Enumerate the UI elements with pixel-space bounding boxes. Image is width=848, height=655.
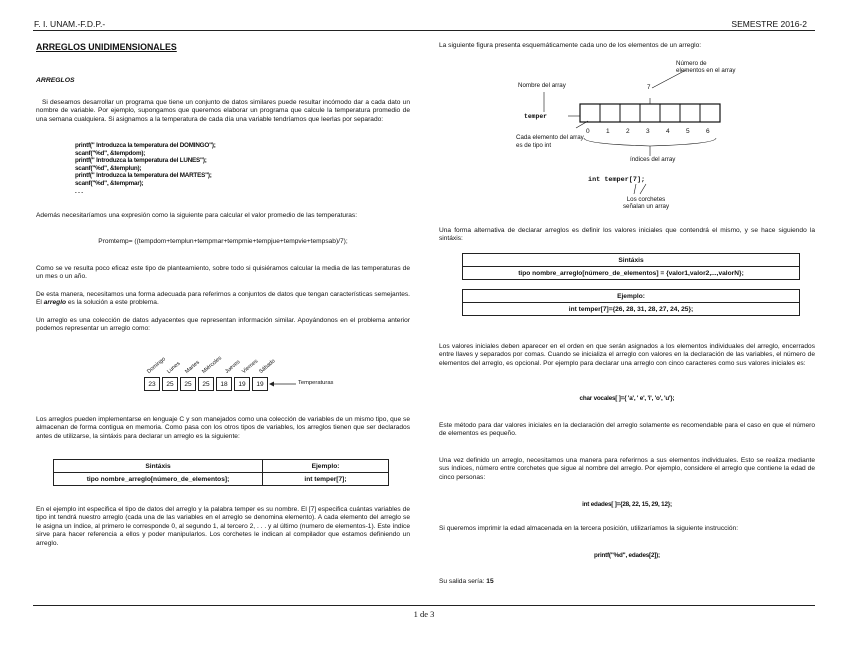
paragraph-inefficient: Como se ve resulta poco eficaz este tipo de planteamiento, sobre todo si quisiéramos calcular la media de las temperaturas de un mes o un año.	[36, 265, 410, 281]
day-label: Martes	[184, 359, 201, 375]
emphasis-arreglo: arreglo	[43, 299, 67, 307]
code-printf: printf("%d", edades[2]);	[594, 552, 660, 559]
example-header: Ejemplo:	[263, 460, 389, 473]
code-block-temps	[75, 142, 405, 195]
array-anatomy-figure	[500, 58, 740, 218]
paragraph-intro: Si deseamos desarrollar un programa que tiene un conjunto de datos similares puede resultar incómodo dar a cada dato un nombre de variable. Por ejemplo, supongamos que queremos elaborar un programa que calcule la temperatura promedio de una semana cualquiera. Si asignamos a la temperatura de cada día una variable tendríamos que leerlas por separado:	[36, 99, 410, 123]
text-run: es la solución a este problema.	[66, 299, 159, 307]
declaration-example: int temper[7];	[588, 176, 646, 184]
temperatures-label: Temperaturas	[298, 380, 334, 386]
paragraph-output	[439, 578, 815, 586]
day-label: Lunes	[166, 360, 182, 375]
code-line: printf(" Introduzca la temperatura del DOMINGO");	[75, 142, 216, 149]
syntax-table-right	[462, 253, 800, 280]
paragraph-alt-declaration: Una forma alternativa de declarar arreglos es definir los valores iniciales que contendrá el mismo, y se hace siguiendo la sintáxis:	[439, 227, 815, 243]
temp-cell: 25	[162, 377, 178, 391]
paragraph-c-arrays: Los arreglos pueden implementarse en lenguaje C y son manejados como una colección de variables de un mismo tipo, que se almacenan de forma contigua en memoria. Como pasa con los otros tipos de variables, los arreglos tienen que ser declarados antes de utilizarse, la sintáxis para declarar un arreglo es la siguiente:	[36, 416, 410, 440]
temp-cell: 19	[252, 377, 268, 391]
example-value: int temper[7]={26, 28, 31, 28, 27, 24, 25};	[463, 303, 800, 316]
syntax-header: Sintáxis	[54, 460, 263, 473]
syntax-value: tipo nombre_arreglo[número_de_elementos] = {valor1,valor2,...,valorN};	[463, 267, 800, 280]
code-vocales: char vocales[ ]={ 'a', ' e', 'i', 'o', 'u'};	[579, 395, 675, 402]
indices-label: índices del array	[630, 156, 676, 163]
paragraph-indices: Una vez definido un arreglo, necesitamos una manera para referirnos a sus elementos individuales. Esto se realiza mediante sus índices, número entre corchetes que sigue al nombre del arreglo. Por ejemplo, considere el arreglo que contiene la edad de cinco personas:	[439, 457, 815, 481]
header-right: SEMESTRE 2016-2	[731, 19, 807, 29]
header-rule	[33, 30, 815, 31]
code-line: printf(" Introduzca la temperatura del LUNES");	[75, 157, 207, 165]
array-index: 5	[686, 128, 690, 135]
array-index: 0	[586, 128, 590, 135]
array-index: 6	[706, 128, 710, 135]
code-line: scanf("%d", &templun);	[75, 164, 142, 172]
formula-promtemp: Promtemp= ((tempdom+templun+tempmar+tempmie+tempjue+tempvie+tempsab)/7);	[98, 238, 348, 245]
text-run: Su salida sería:	[439, 578, 487, 585]
code-line: printf(" Introduzca la temperatura del MARTES");	[75, 172, 212, 180]
day-label: Miércoles	[201, 355, 224, 375]
temperature-array-figure	[140, 345, 350, 397]
example-table-right	[462, 289, 800, 316]
temp-cell: 19	[234, 377, 250, 391]
arrow-left-icon	[268, 379, 298, 389]
code-line: . . .	[75, 187, 83, 195]
code-edades: int edades[ ]={28, 22, 15, 29, 12};	[582, 501, 672, 508]
header-left: F. I. UNAM.-F.D.P.-	[34, 19, 106, 29]
example-header: Ejemplo:	[463, 290, 800, 303]
example-value: int temper[7];	[263, 473, 389, 486]
element-count-label: Número de elementos en el array	[676, 60, 736, 75]
array-index: 1	[606, 128, 610, 135]
temp-cell: 18	[216, 377, 232, 391]
day-label: Viernes	[241, 358, 260, 375]
day-label: Jueves	[224, 359, 242, 375]
paragraph-figure-intro: La siguiente figura presenta esquemáticamente cada uno de los elementos de un arreglo:	[439, 42, 702, 49]
code-line: scanf("%d", &tempmar);	[75, 179, 144, 187]
array-index: 2	[626, 128, 630, 135]
paragraph-initial-values: Los valores iniciales deben aparecer en el orden en que serán asignados a los elementos individuales del arreglo, encerrados entre llaves y separados por comas. Cuando se inicializa el arreglo con valores en la declaración de las variables, el número de elementos del arreglo, es opcional. Por ejemplo para declarar una arreglo con cinco caracteres como sus valores iniciales es:	[439, 343, 815, 367]
array-name-label: Nombre del array	[518, 82, 566, 89]
temp-cell: 25	[198, 377, 214, 391]
count-mark: 7	[647, 84, 651, 91]
footer-rule	[33, 605, 815, 606]
page-number: 1 de 3	[413, 609, 435, 619]
output-value: 15	[486, 578, 494, 585]
element-type-label: Cada elemento del array es de tipo int	[516, 134, 584, 149]
paragraph-small-arrays: Este método para dar valores iniciales en la declaración del arreglo solamente es recomendable para el caso en que el número de elementos es pequeño.	[439, 422, 815, 438]
paragraph-print-third: Si queremos imprimir la edad almacenada en la tercera posición, utilizaríamos la siguiente instrucción:	[439, 525, 739, 532]
brackets-label: Los corchetes señalan un array	[622, 196, 670, 211]
temp-cell: 23	[144, 377, 160, 391]
text-run: De esta manera, necesitamos una forma adecuada para referirnos a conjuntos de datos que tengan características semejantes. El	[36, 291, 410, 307]
paragraph-example-explained: En el ejemplo int especifica el tipo de datos del arreglo y la palabra temper es su nombre. El [7] especifica cuántas variables de tipo int tendrá nuestro arreglo (cada una de las variables en el arreglo se denomina elemento). A cada elemento del arreglo se le asigna un índice, al primero le corresponde 0, al segundo 1, al tercero 2, . . . y al último (numero de elementos-1). Este índice sirve para hacer referencia a ellos y poder manipularlos. Los corchetes le indican al compilador que estamos definiendo un arreglo.	[36, 506, 410, 547]
paragraph-arreglo-solution	[36, 291, 410, 308]
page-title: ARREGLOS UNIDIMENSIONALES	[36, 42, 177, 52]
paragraph-average: Además necesitaríamos una expresión como la siguiente para calcular el valor promedio de las temperaturas:	[36, 212, 358, 219]
code-line: scanf("%d", &tempdom);	[75, 149, 146, 157]
temp-cell: 25	[180, 377, 196, 391]
syntax-header: Sintáxis	[463, 254, 800, 267]
section-subtitle: ARREGLOS	[36, 77, 75, 84]
syntax-value: tipo nombre_arreglo[número_de_elementos];	[54, 473, 263, 486]
day-label: Domingo	[146, 356, 167, 375]
array-index: 4	[666, 128, 670, 135]
day-label: Sábado	[258, 358, 277, 375]
array-index: 3	[646, 128, 650, 135]
paragraph-definition: Un arreglo es una colección de datos adyacentes que representan información similar. Apoyándonos en el problema anterior podemos representar un arreglo como:	[36, 317, 410, 333]
syntax-table-left	[53, 459, 389, 486]
array-name-temper: temper	[524, 113, 548, 120]
